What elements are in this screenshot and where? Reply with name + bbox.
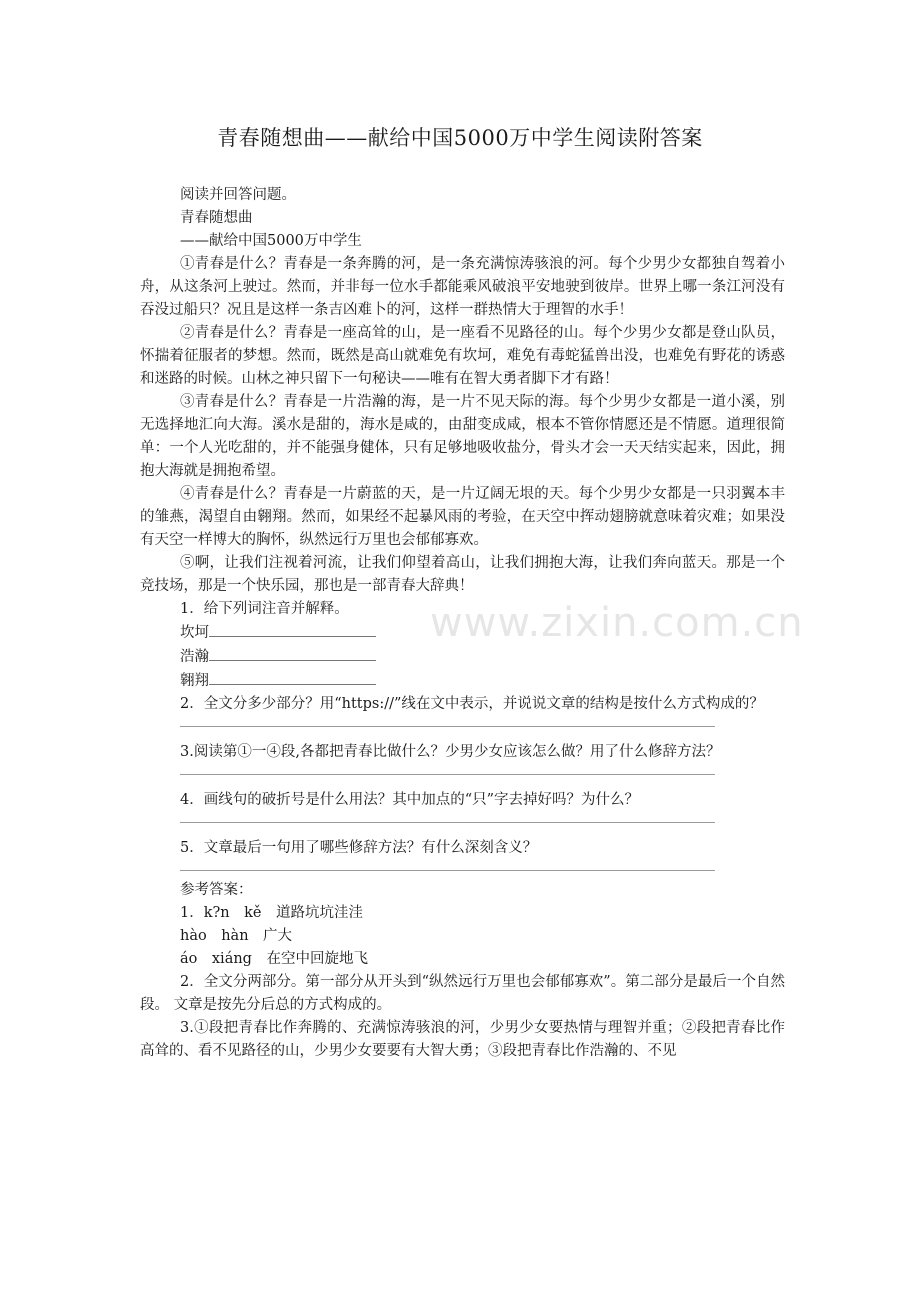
answer-blank[interactable] — [209, 669, 376, 685]
paragraph-3: ③青春是什么？青春是一片浩瀚的海，是一片不见天际的海。每个少男少女都是一道小溪，别无选择地汇向大海。溪水是甜的，海水是咸的，由甜变成咸，根本不管你情愿还是不情愿。道理很简单：一个人光吃甜的，并不能强身健体，只有足够地吸收盐分，骨头才会一天天结实起来，因此，拥抱大海就是拥抱希望。 — [140, 394, 785, 479]
answer-2: 2．全文分两部分。第一部分从开头到“纵然远行万里也会郁郁寡欢”。第二部分是最后一个自然段。 文章是按先分后总的方式构成的。 — [140, 974, 785, 1013]
word-blank-row — [140, 645, 785, 669]
instruction-text: 阅读并回答问题。 — [180, 187, 296, 203]
poem-title: 青春随想曲 — [180, 210, 253, 226]
answer-blank[interactable] — [209, 621, 376, 637]
paragraph-1: ①青春是什么？青春是一条奔腾的河，是一条充满惊涛骇浪的河。每个少男少女都独自驾着小舟，从这条河上驶过。然而，并非每一位水手都能乘风破浪平安地驶到彼岸。世界上哪一条江河没有吞没过船只？况且是这样一条吉凶难卜的河，这样一群热情大于理智的水手！ — [140, 256, 785, 318]
answer-1-line-1: 1．k?n kě 道路坑坑洼洼 — [180, 905, 363, 921]
paragraph-5: ⑤啊，让我们注视着河流，让我们仰望着高山，让我们拥抱大海，让我们奔向蓝天。那是一个竞技场，那是一个快乐园，那也是一部青春大辞典！ — [140, 555, 785, 594]
word-blank-row — [140, 669, 785, 693]
paragraph-4: ④青春是什么？青春是一片蔚蓝的天，是一片辽阔无垠的天。每个少男少女都是一只羽翼本丰的雏燕，渴望自由翱翔。然而，如果经不起暴风雨的考验，在天空中挥动翅膀就意味着灾难；如果没有天空一样博大的胸怀，纵然远行万里也会郁郁寡欢。 — [140, 486, 785, 548]
question-3: 3.阅读第①一④段,各都把青春比做什么？少男少女应该怎么做？用了什么修辞方法？ — [180, 744, 721, 760]
word-label: 坎坷 — [180, 625, 209, 641]
answer-blank[interactable] — [209, 645, 376, 661]
paragraph-2: ②青春是什么？青春是一座高耸的山，是一座看不见路径的山。每个少男少女都是登山队员，怀揣着征服者的梦想。然而，既然是高山就难免有坎坷，难免有毒蛇猛兽出没，也难免有野花的诱惑和迷路的时候。山林之神只留下一句秘诀——唯有在智大勇者脚下才有路！ — [140, 325, 785, 387]
question-1: 1．给下列词注音并解释。 — [180, 601, 349, 617]
answer-3: 3.①段把青春比作奔腾的、充满惊涛骇浪的河，少男少女要热情与理智并重；②段把青春比作高耸的、看不见路径的山，少男少女要要有大智大勇；③段把青春比作浩瀚的、不见 — [140, 1020, 785, 1059]
question-2: 2．全文分多少部分？用“https://”线在文中表示，并说说文章的结构是按什么方式构成的？ — [180, 696, 764, 712]
document-title: 青春随想曲——献给中国5000万中学生阅读附答案 — [217, 126, 703, 150]
question-4: 4．画线句的破折号是什么用法？其中加点的“只”字去掉好吗？为什么？ — [180, 792, 640, 808]
answer-1-line-2: hào hàn 广大 — [180, 928, 293, 944]
watermark-text: www.zixin.com.cn — [430, 600, 804, 646]
word-label: 浩瀚 — [180, 649, 209, 665]
answers-heading: 参考答案： — [180, 882, 253, 898]
poem-subtitle: ——献给中国5000万中学生 — [180, 233, 362, 249]
question-5: 5．文章最后一句用了哪些修辞方法？有什么深刻含义？ — [180, 840, 538, 856]
word-label: 翱翔 — [180, 673, 209, 689]
answer-1-line-3: áo xiáng 在空中回旋地飞 — [180, 951, 368, 967]
